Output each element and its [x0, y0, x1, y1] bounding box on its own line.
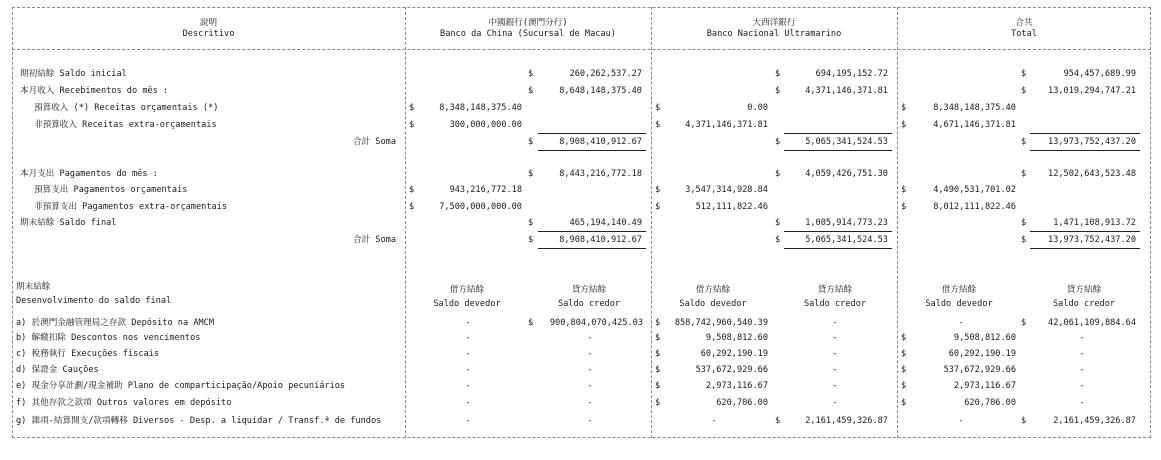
row-closing-boc: 465,194,140.49 [569, 218, 642, 228]
currency-sign: $ [1021, 416, 1027, 426]
total-credit-zh: 貸方結餘 [1066, 285, 1102, 295]
total-rule [1030, 150, 1140, 151]
currency-sign: $ [528, 235, 534, 245]
header-bnu-pt: Banco Nacional Ultramarino [706, 29, 842, 39]
total-rule [1030, 248, 1140, 249]
item-f-boc-debit: - [465, 398, 471, 408]
currency-sign: $ [901, 381, 907, 391]
currency-sign: $ [655, 185, 661, 195]
boc-credit-zh: 貸方結餘 [571, 285, 607, 295]
currency-sign: $ [775, 86, 781, 96]
item-b-boc-credit: - [587, 333, 593, 343]
item-f-label: f) 其他存款之款項 Outros valores em depósito [16, 398, 232, 408]
currency-sign: $ [655, 381, 661, 391]
item-d-bnu-credit: - [832, 365, 838, 375]
item-e-boc-credit: - [587, 381, 593, 391]
row-payments-total: 12,502,643,523.48 [1048, 169, 1136, 179]
item-d-boc-debit: - [465, 365, 471, 375]
total-debit-zh: 借方結餘 [941, 285, 977, 295]
row-payments-boc: 8,443,216,772.18 [559, 169, 642, 179]
currency-sign: $ [775, 235, 781, 245]
currency-sign: $ [901, 120, 907, 130]
item-e-bnu-debit: 2,973,116.67 [705, 381, 768, 391]
subtotal-rule [1030, 231, 1140, 232]
item-e-boc-debit: - [465, 381, 471, 391]
row-sum1-bnu: 5,065,341,524.53 [805, 137, 888, 147]
row-sum1-total: 13,973,752,437.20 [1048, 137, 1136, 147]
currency-sign: $ [528, 69, 534, 79]
currency-sign: $ [775, 218, 781, 228]
row-pay-extra-boc: 7,500,000,000.00 [439, 202, 522, 212]
item-g-total-debit: - [958, 416, 964, 426]
row-pay-budget-label: 預算支出 Pagamentos orçamentais [34, 185, 188, 195]
item-e-total-debit: 2,973,116.67 [953, 381, 1016, 391]
header-total-pt: Total [1011, 29, 1037, 39]
currency-sign: $ [655, 349, 661, 359]
currency-sign: $ [901, 398, 907, 408]
header-divider [12, 49, 1151, 50]
header-boc-zh: 中國銀行(澳門分行) [488, 18, 568, 28]
item-a-total-debit: - [958, 318, 964, 328]
currency-sign: $ [409, 185, 415, 195]
row-pay-budget-total: 4,490,531,701.02 [933, 185, 1016, 195]
row-rec-extra-bnu: 4,371,146,371.81 [685, 120, 768, 130]
currency-sign: $ [901, 103, 907, 113]
header-desc-pt: Descritivo [182, 29, 235, 39]
currency-sign: $ [1021, 218, 1027, 228]
currency-sign: $ [901, 365, 907, 375]
item-f-total-credit: - [1079, 398, 1085, 408]
currency-sign: $ [655, 202, 661, 212]
item-b-total-credit: - [1079, 333, 1085, 343]
row-rec-extra-total: 4,671,146,371.81 [933, 120, 1016, 130]
item-b-bnu-credit: - [832, 333, 838, 343]
total-rule [538, 150, 646, 151]
currency-sign: $ [655, 318, 661, 328]
currency-sign: $ [528, 318, 534, 328]
row-sum2-boc: 8,908,410,912.67 [559, 235, 642, 245]
row-receipts-bnu: 4,371,146,371.81 [805, 86, 888, 96]
row-receipts-total: 13,019,294,747.21 [1048, 86, 1136, 96]
item-g-bnu-credit: 2,161,459,326.87 [805, 416, 888, 426]
row-rec-budget-label: 預算收入 (*) Receitas orçamentais (*) [34, 103, 219, 113]
row-sum2-bnu: 5,065,341,524.53 [805, 235, 888, 245]
currency-sign: $ [1021, 86, 1027, 96]
item-g-bnu-debit: - [711, 416, 717, 426]
subtotal-rule [538, 133, 646, 134]
currency-sign: $ [528, 169, 534, 179]
row-payments-label: 本月支出 Pagamentos do mês : [20, 169, 158, 179]
bnu-debit-zh: 借方結餘 [695, 285, 731, 295]
column-divider [405, 7, 406, 438]
currency-sign: $ [1021, 69, 1027, 79]
item-b-boc-debit: - [465, 333, 471, 343]
item-g-total-credit: 2,161,459,326.87 [1053, 416, 1136, 426]
row-opening-label: 期初結餘 Saldo inicial [20, 69, 127, 79]
currency-sign: $ [409, 103, 415, 113]
currency-sign: $ [409, 120, 415, 130]
row-payments-bnu: 4,059,426,751.30 [805, 169, 888, 179]
item-g-boc-debit: - [465, 416, 471, 426]
row-pay-budget-bnu: 3,547,314,928.84 [685, 185, 768, 195]
column-divider [897, 7, 898, 438]
row-pay-extra-label: 非預算支出 Pagamentos extra-orçamentais [34, 202, 228, 212]
total-credit-pt: Saldo credor [1052, 299, 1116, 309]
row-opening-bnu: 694,195,152.72 [815, 69, 888, 79]
row-sum1-boc: 8,908,410,912.67 [559, 137, 642, 147]
item-f-bnu-debit: 620,706.00 [716, 398, 768, 408]
row-receipts-label: 本月收入 Recebimentos do mês : [20, 86, 169, 96]
boc-debit-pt: Saldo devedor [433, 299, 501, 309]
item-a-bnu-debit: 858,742,960,540.39 [674, 318, 768, 328]
currency-sign: $ [655, 333, 661, 343]
currency-sign: $ [901, 185, 907, 195]
row-pay-extra-total: 8,012,111,822.46 [933, 202, 1016, 212]
subtotal-rule [784, 133, 892, 134]
item-d-label: d) 保證金 Cauções [16, 365, 99, 375]
currency-sign: $ [775, 416, 781, 426]
item-f-boc-credit: - [587, 398, 593, 408]
subtotal-rule [784, 231, 892, 232]
boc-debit-zh: 借方結餘 [449, 285, 485, 295]
currency-sign: $ [528, 218, 534, 228]
row-closing-total: 1,471,108,913.72 [1053, 218, 1136, 228]
item-g-label: g) 雜項-結算開支/款項轉移 Diversos - Desp. a liquidar / Transf.ª de fundos [16, 416, 382, 426]
row-closing-bnu: 1,005,914,773.23 [805, 218, 888, 228]
development-title-zh: 期末結餘 [16, 282, 51, 292]
item-e-label: e) 現金分享計劃/現金補助 Plano de comparticipação/Apoio pecuniários [16, 381, 346, 391]
row-rec-extra-label: 非預算收入 Receitas extra-orçamentais [34, 120, 217, 130]
item-a-total-credit: 42,061,109,884.64 [1048, 318, 1136, 328]
currency-sign: $ [655, 398, 661, 408]
row-rec-budget-boc: 8,348,148,375.40 [439, 103, 522, 113]
item-c-boc-debit: - [465, 349, 471, 359]
currency-sign: $ [528, 86, 534, 96]
row-sum2-label: 合計 Soma [352, 235, 396, 245]
row-closing-label: 期末結餘 Saldo final [20, 218, 117, 228]
row-rec-extra-boc: 300,000,000.00 [449, 120, 522, 130]
item-b-bnu-debit: 9,508,812.60 [705, 333, 768, 343]
subtotal-rule [538, 231, 646, 232]
row-opening-boc: 260,262,537.27 [569, 69, 642, 79]
item-f-total-debit: 620,706.00 [964, 398, 1016, 408]
row-sum2-total: 13,973,752,437.20 [1048, 235, 1136, 245]
currency-sign: $ [655, 103, 661, 113]
row-receipts-boc: 8,648,148,375.40 [559, 86, 642, 96]
currency-sign: $ [901, 202, 907, 212]
currency-sign: $ [1021, 318, 1027, 328]
item-b-label: b) 解繳扣除 Descontos nos vencimentos [16, 333, 201, 343]
item-c-total-debit: 60,292,190.19 [948, 349, 1016, 359]
currency-sign: $ [901, 333, 907, 343]
item-c-bnu-debit: 60,292,190.19 [700, 349, 768, 359]
item-a-label: a) 於澳門金融管理局之存款 Depósito na AMCM [16, 318, 215, 328]
column-divider [651, 7, 652, 438]
currency-sign: $ [775, 169, 781, 179]
total-rule [538, 248, 646, 249]
item-a-boc-credit: 900,804,070,425.03 [549, 318, 643, 328]
currency-sign: $ [655, 120, 661, 130]
item-a-boc-debit: - [465, 318, 471, 328]
item-e-total-credit: - [1079, 381, 1085, 391]
subtotal-rule [1030, 133, 1140, 134]
bnu-credit-pt: Saldo credor [803, 299, 867, 309]
currency-sign: $ [409, 202, 415, 212]
item-c-total-credit: - [1079, 349, 1085, 359]
item-d-total-credit: - [1079, 365, 1085, 375]
currency-sign: $ [655, 365, 661, 375]
item-d-total-debit: 537,672,929.66 [943, 365, 1016, 375]
row-pay-extra-bnu: 512,111,822.46 [695, 202, 768, 212]
item-b-total-debit: 9,508,812.60 [953, 333, 1016, 343]
item-e-bnu-credit: - [832, 381, 838, 391]
currency-sign: $ [775, 69, 781, 79]
item-f-bnu-credit: - [832, 398, 838, 408]
header-bnu-zh: 大西洋銀行 [752, 18, 796, 28]
item-a-bnu-credit: - [832, 318, 838, 328]
row-pay-budget-boc: 943,216,772.18 [449, 185, 522, 195]
row-sum1-label: 合計 Soma [352, 137, 396, 147]
header-total-zh: 合共 [1015, 18, 1033, 28]
item-c-bnu-credit: - [832, 349, 838, 359]
boc-credit-pt: Saldo credor [557, 299, 621, 309]
bnu-credit-zh: 貸方結餘 [817, 285, 853, 295]
item-c-boc-credit: - [587, 349, 593, 359]
development-title-pt: Desenvolvimento do saldo final [16, 296, 172, 306]
row-rec-budget-bnu: 0.00 [747, 103, 768, 113]
currency-sign: $ [1021, 235, 1027, 245]
item-c-label: c) 稅務執行 Execuções fiscais [16, 349, 160, 359]
header-desc-zh: 說明 [199, 18, 218, 28]
total-rule [784, 150, 892, 151]
header-boc-pt: Banco da China (Sucursal de Macau) [440, 29, 616, 39]
row-opening-total: 954,457,689.99 [1063, 69, 1136, 79]
currency-sign: $ [1021, 169, 1027, 179]
total-rule [784, 248, 892, 249]
row-rec-budget-total: 8,348,148,375.40 [933, 103, 1016, 113]
total-debit-pt: Saldo devedor [925, 299, 993, 309]
item-g-boc-credit: - [587, 416, 593, 426]
bnu-debit-pt: Saldo devedor [679, 299, 747, 309]
currency-sign: $ [528, 137, 534, 147]
currency-sign: $ [1021, 137, 1027, 147]
currency-sign: $ [901, 349, 907, 359]
currency-sign: $ [775, 137, 781, 147]
item-d-bnu-debit: 537,672,929.66 [695, 365, 768, 375]
item-d-boc-credit: - [587, 365, 593, 375]
